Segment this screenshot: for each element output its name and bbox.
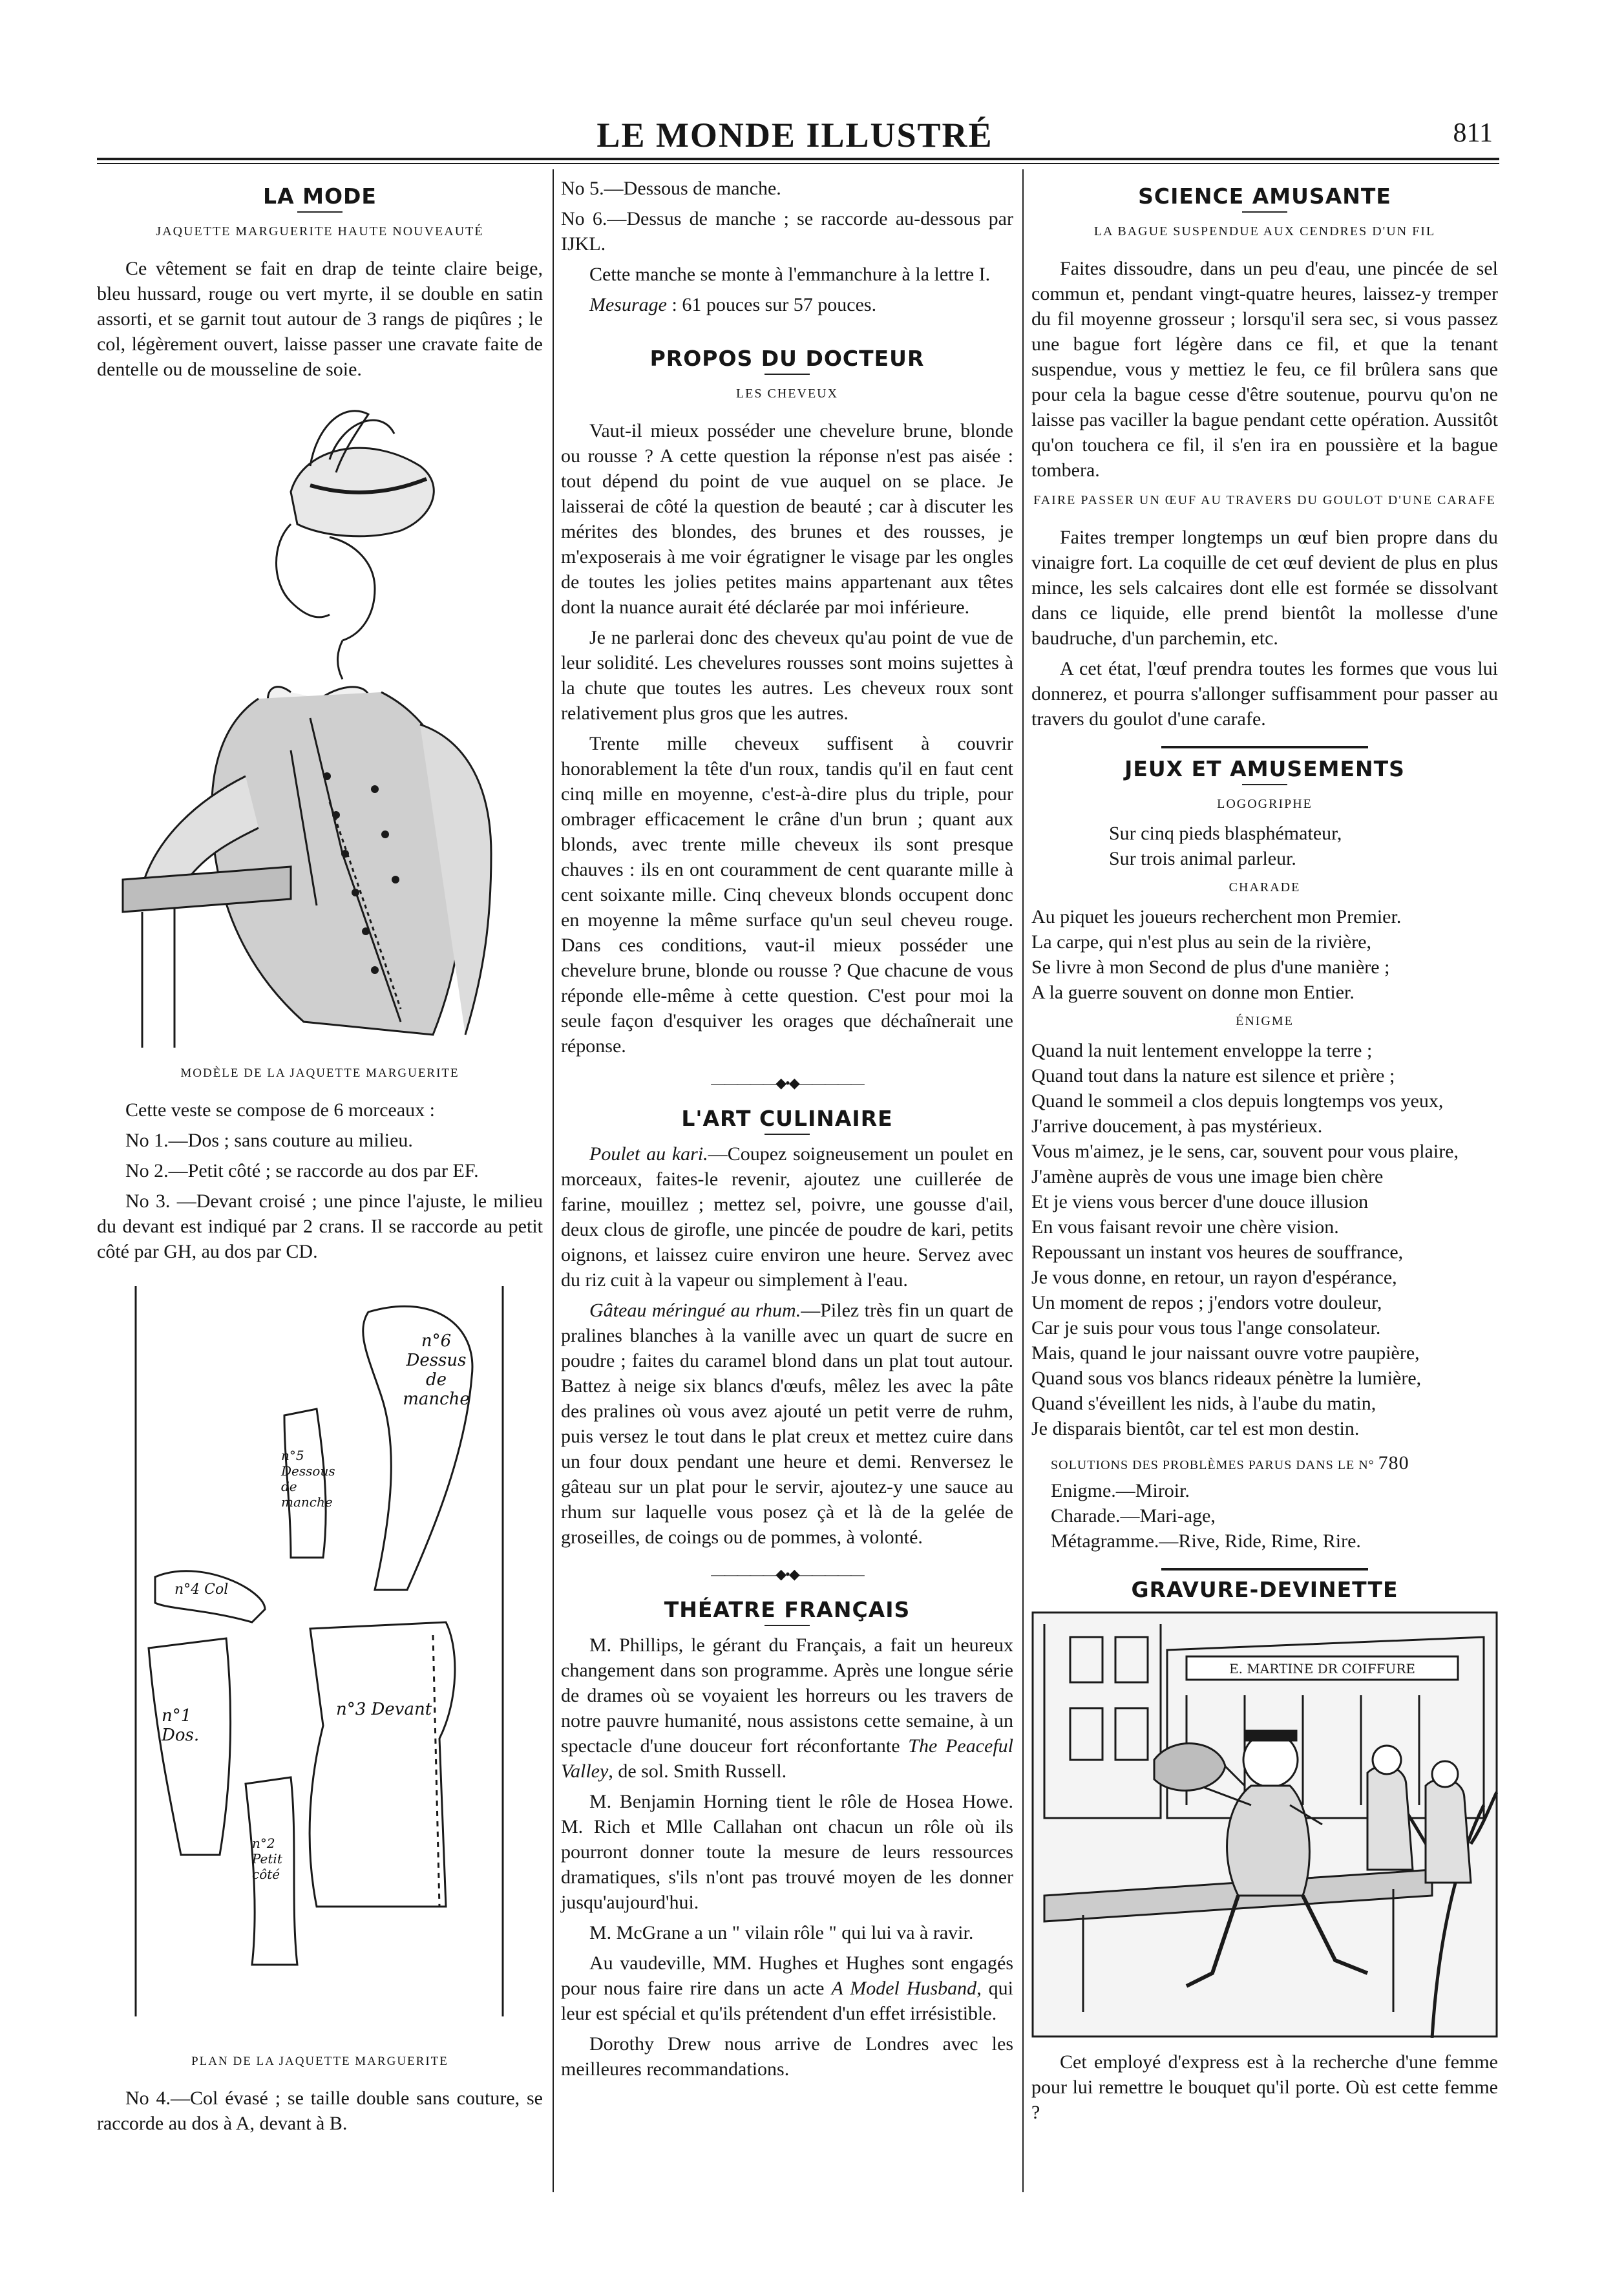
science-para-3: A cet état, l'œuf prendra toutes les formes que vous lui donnerez, et pourra s'allonger suffisamment pour passer au travers du goulot d'une carafe. (1031, 658, 1498, 730)
solutions-number: 780 (1378, 1452, 1409, 1474)
column-la-mode (97, 176, 543, 2141)
theatre-para-1 (561, 1633, 1013, 1784)
verse-line: Car je suis pour vous tous l'ange consolateur. (1031, 1317, 1381, 1338)
figure1-caption: MODÈLE DE LA JAQUETTE MARGUERITE (180, 1066, 459, 1080)
column-right (1031, 176, 1498, 2130)
divider (1242, 784, 1287, 785)
verse-line: Quand tout dans la nature est silence et prière ; (1031, 1065, 1395, 1086)
theatre-p4-title: A Model Husband (831, 1978, 977, 1999)
figure2-caption: PLAN DE LA JAQUETTE MARGUERITE (191, 2055, 448, 2068)
solutions-label: SOLUTIONS DES PROBLÈMES PARUS DANS LE N° (1051, 1458, 1378, 1472)
mesurage-label: Mesurage (589, 294, 667, 315)
recipe-poulet-text: —Coupez soigneusement un poulet en morceaux, faites-le revenir, ajoutez une cuillerée de farine, mouillez ; mettez sel, poivre, une gousse d'ail, deux clous de girofle, une pincée de poudre de kari, petits oignons, et laissez cuire environ une heure. Servez avec du riz cuit à la vapeur ou simplement à l'eau. (561, 1143, 1014, 1291)
section-rule (1161, 1568, 1368, 1571)
verse-line: Quand s'éveillent les nids, à l'aube du matin, (1031, 1393, 1376, 1414)
pattern-illustration (97, 1286, 543, 2042)
verse-line: Et je viens vous bercer d'une douce illusion (1031, 1191, 1369, 1212)
piece-1: No 1.—Dos ; sans couture au milieu. (125, 1130, 413, 1151)
mesurage-value: : 61 pouces sur 57 pouces. (666, 294, 877, 315)
verse-line: Vous m'aimez, je le sens, car, souvent pour vous plaire, (1031, 1141, 1459, 1162)
science-subheading-2: FAIRE PASSER UN ŒUF AU TRAVERS DU GOULOT D'UNE CARAFE (1033, 493, 1496, 507)
theatre-para-2: M. Benjamin Horning tient le rôle de Hosea Howe. M. Rich et Mlle Callahan ont chacun un rôle où ils pourront donner toute la mesure de leurs ressources dramatiques, s'ils n'ont pas trouvé moyen de les donner jusqu'aujourd'hui. (561, 1791, 1013, 1913)
docteur-heading: PROPOS DU DOCTEUR (649, 346, 925, 371)
piece-6: No 6.—Dessus de manche ; se raccorde au-dessous par IJKL. (561, 208, 1013, 255)
science-para-1: Faites dissoudre, dans un peu d'eau, une pincée de sel commun et, pendant vingt-quatre heures, laissez-y tremper du fil moyenne grosseur ; lorsqu'il sera sec, si vous passez une bague fort légère dans ce fil, et que la tenant suspendue, vous y mettiez le feu, ce fil brûlera sans que pour cela la bague cesse d'être soutenue, pourvu qu'on ne laisse pas vaciller la bague pendant cette opération. Aussitôt qu'on touchera ce fil, il s'en ira en poussière et la bague tombera. (1031, 258, 1498, 481)
solution-item: Enigme.—Miroir. (1051, 1480, 1190, 1501)
enigme (1031, 1038, 1498, 1441)
verse-line: Quand sous vos blancs rideaux pénètre la lumière, (1031, 1368, 1422, 1389)
theatre-p4-end: , qui leur est spécial et qu'ils prétendent d'un effet irrésistible. (561, 1978, 1014, 2024)
piece-2: No 2.—Petit côté ; se raccorde au dos par EF. (125, 1160, 479, 1181)
ornament-divider: —————◆•◆————— (711, 1075, 863, 1091)
theatre-heading: THÉATRE FRANÇAIS (664, 1597, 911, 1622)
recipe-poulet (561, 1141, 1013, 1293)
verse-line: Un moment de repos ; j'endors votre douleur, (1031, 1292, 1382, 1313)
verse-line: En vous faisant revoir une chère vision. (1031, 1216, 1339, 1238)
enigme-label: ÉNIGME (1236, 1014, 1294, 1028)
shop-sign: E. MARTINE DR COIFFURE (1229, 1661, 1415, 1676)
pattern-label-1: n°1 Dos. (162, 1706, 200, 1745)
la-mode-heading: LA MODE (263, 184, 377, 209)
pattern-label-5: n°5 Dessous de manche (281, 1448, 335, 1510)
piece-4: No 4.—Col évasé ; se taille double sans couture, se raccorde au dos à A, devant à B. (97, 2088, 543, 2134)
recipe-poulet-title: Poulet au kari. (589, 1143, 708, 1165)
docteur-para-3: Trente mille cheveux suffisent à couvrir honorablement la tête d'un roux, tandis qu'il en faut cent cinq mille en moyenne, c'est-à-dire plus du triple, pour ombrager efficacement le crâne d'un brun ; quant aux blonds, avec trente mille cheveux ils sont presque chauves : ils en ont couramment de cent quarante mille à cent soixante mille. Cinq cheveux blonds occupent donc en moyenne la même surface qu'un seul cheveu rouge. Dans ces conditions, vaut-il mieux posséder une chevelure brune, blonde ou rousse ? Que chacune de vous réponde elle-même à cette question. C'est pour moi la seule façon d'esquiver les orages que déchaînerait une réponse. (561, 733, 1013, 1057)
piece-3: No 3. —Devant croisé ; une pince l'ajuste, le milieu du devant est indiqué par 2 crans. Il se raccorde au petit côté par GH, au dos par CD. (97, 1190, 543, 1262)
verse-line: Quand le sommeil a clos depuis longtemps vos yeux, (1031, 1090, 1444, 1112)
verse-line: Je vous donne, en retour, un rayon d'espérance, (1031, 1267, 1397, 1288)
ornament-divider: —————◆•◆————— (711, 1566, 863, 1582)
express-man-drawing (1031, 1611, 1498, 2038)
science-heading: SCIENCE AMUSANTE (1138, 184, 1391, 209)
theatre-p4-text: Au vaudeville, MM. Hughes et Hughes sont engagés pour nous faire rire dans un acte (561, 1952, 1013, 1999)
page-number: 811 (1453, 118, 1493, 148)
verse-line: Au piquet les joueurs recherchent mon Premier. (1031, 906, 1402, 927)
divider (765, 374, 810, 375)
gravure-illustration (1031, 1611, 1498, 2038)
charade-label: CHARADE (1229, 880, 1301, 894)
divider (297, 211, 343, 213)
verse-line: J'arrive doucement, à pas mystérieux. (1031, 1116, 1323, 1137)
column-separator-2 (1022, 169, 1024, 2192)
verse-line: Se livre à mon Second de plus d'une manière ; (1031, 957, 1390, 978)
verse-line: La carpe, qui n'est plus au sein de la rivière, (1031, 931, 1372, 953)
divider (1242, 211, 1287, 213)
solutions (1031, 1450, 1498, 1554)
docteur-para-1: Vaut-il mieux posséder une chevelure brune, blonde ou rousse ? A cette question la réponse n'est pas aisée : tout dépend du point de vue auquel on se place. Je laisserai de côté la question de beauté ; car à discuter les mérites des blondes, des brunes et des rousses, je m'exposerais à me voir égratigner le visage par les ongles de toutes les jolies petites mains appartenant aux têtes dont la nuance aurait été déclarée par moi inférieure. (561, 420, 1013, 618)
docteur-subheading: LES CHEVEUX (735, 386, 839, 401)
piece-5: No 5.—Dessous de manche. (561, 178, 781, 199)
mesurage (561, 292, 1013, 317)
science-para-2: Faites tremper longtemps un œuf bien propre dans du vinaigre fort. La coquille de cet œuf devient de plus en plus mince, les sels calcaires dont elle est formée se dissolvant dans ce liquide, elle prend bientôt la mollesse d'une baudruche, d'un parchemin, etc. (1031, 527, 1498, 649)
recipe-gateau-title: Gâteau méringué au rhum. (589, 1300, 801, 1321)
column-center (561, 176, 1013, 2087)
solution-item: Métagramme.—Rive, Ride, Rime, Rire. (1051, 1530, 1361, 1552)
theatre-p1-end: , de sol. Smith Russell. (608, 1761, 787, 1782)
pattern-label-6: n°6 Dessus de manche (403, 1331, 470, 1409)
masthead-title: LE MONDE ILLUSTRÉ (596, 116, 993, 154)
sleeve-note: Cette manche se monte à l'emmanchure à la lettre I. (589, 264, 991, 285)
recipe-gateau (561, 1298, 1013, 1550)
verse-line: Repoussant un instant vos heures de souffrance, (1031, 1242, 1404, 1263)
verse-line: A la guerre souvent on donne mon Entier. (1031, 982, 1355, 1003)
charade (1031, 904, 1498, 1005)
pattern-label-4: n°4 Col (174, 1581, 229, 1598)
column-separator-1 (553, 169, 554, 2192)
masthead (97, 115, 1493, 158)
logogriphe-label: LOGOGRIPHE (1217, 797, 1313, 811)
logogriphe (1031, 821, 1498, 871)
theatre-para-5: Dorothy Drew nous arrive de Londres avec les meilleures recommandations. (561, 2033, 1013, 2080)
verse-line: Quand la nuit lentement enveloppe la terre ; (1031, 1040, 1373, 1061)
solutions-header (1051, 1450, 1498, 1478)
la-mode-subheading: JAQUETTE MARGUERITE HAUTE NOUVEAUTÉ (156, 224, 484, 238)
culinaire-heading: L'ART CULINAIRE (681, 1106, 893, 1131)
divider (765, 1625, 810, 1626)
jacket-illustration (97, 388, 543, 1054)
jacket-model-drawing (97, 388, 543, 1054)
la-mode-intro: Ce vêtement se fait en drap de teinte claire beige, bleu hussard, rouge ou vert myrte, il se double en satin assorti, et se garnit tout autour de 3 rangs de piqûres ; le col, légèrement ouvert, laisse passer une cravate faite de dentelle ou de mousseline de soie. (97, 258, 543, 380)
theatre-para-4 (561, 1951, 1013, 2026)
theatre-p1-title: The Peaceful Valley (561, 1735, 1013, 1782)
verse-line: J'amène auprès de vous une image bien chère (1031, 1166, 1384, 1187)
recipe-gateau-text: —Pilez très fin un quart de pralines blanches à la vanille avec un quart de sucre en poudre ; faites du caramel blond dans un plat tout autour. Battez à neige six blancs d'œufs, mêlez les avec la pâte des pralines où vous avez ajouté un petit verre de ruhm, puis versez le tout dans le plat creux et mettez cuire dans un four doux pendant une heure et demi. Renversez le gâteau sur un plat pour le servir, ajoutez-y une sauce au rhum sur laquelle vous posez çà et là de la gelée de groseilles, de coings ou de pommes, à volonté. (561, 1300, 1013, 1548)
solution-item: Charade.—Mari-age, (1051, 1505, 1216, 1527)
verse-line: Sur cinq pieds blasphémateur, (1109, 823, 1342, 844)
divider (765, 1134, 810, 1135)
gravure-heading: GRAVURE-DEVINETTE (1131, 1577, 1398, 1602)
masthead-rule (97, 158, 1499, 164)
jeux-heading: JEUX ET AMUSEMENTS (1124, 756, 1405, 781)
verse-line: Sur trois animal parleur. (1109, 848, 1296, 869)
verse-line: Je disparais bientôt, car tel est mon destin. (1031, 1418, 1360, 1439)
docteur-para-2: Je ne parlerai donc des cheveux qu'au point de vue de leur solidité. Les chevelures rousses sont moins sujettes à la chute que toutes les autres. Les cheveux roux sont relativement plus gros que les autres. (561, 627, 1013, 724)
theatre-p1-text: M. Phillips, le gérant du Français, a fait un heureux changement dans son programme. Après une longue série de drames où se voyaient les horreurs ou les travers de notre pauvre humanité, nous assistons cette semaine, à un spectacle d'une douceur fort réconfortante (561, 1634, 1013, 1757)
theatre-para-3: M. McGrane a un " vilain rôle " qui lui va à ravir. (589, 1922, 974, 1943)
pattern-label-3: n°3 Devant (336, 1700, 432, 1719)
pattern-label-2: n°2 Petit côté (252, 1835, 282, 1882)
gravure-caption: Cet employé d'express est à la recherche d'une femme pour lui remettre le bouquet qu'il porte. Où est cette femme ? (1031, 2051, 1498, 2123)
science-subheading-1: LA BAGUE SUSPENDUE AUX CENDRES D'UN FIL (1093, 224, 1436, 238)
verse-line: Mais, quand le jour naissant ouvre votre paupière, (1031, 1342, 1420, 1364)
pieces-intro: Cette veste se compose de 6 morceaux : (125, 1099, 436, 1121)
section-rule (1161, 746, 1368, 748)
